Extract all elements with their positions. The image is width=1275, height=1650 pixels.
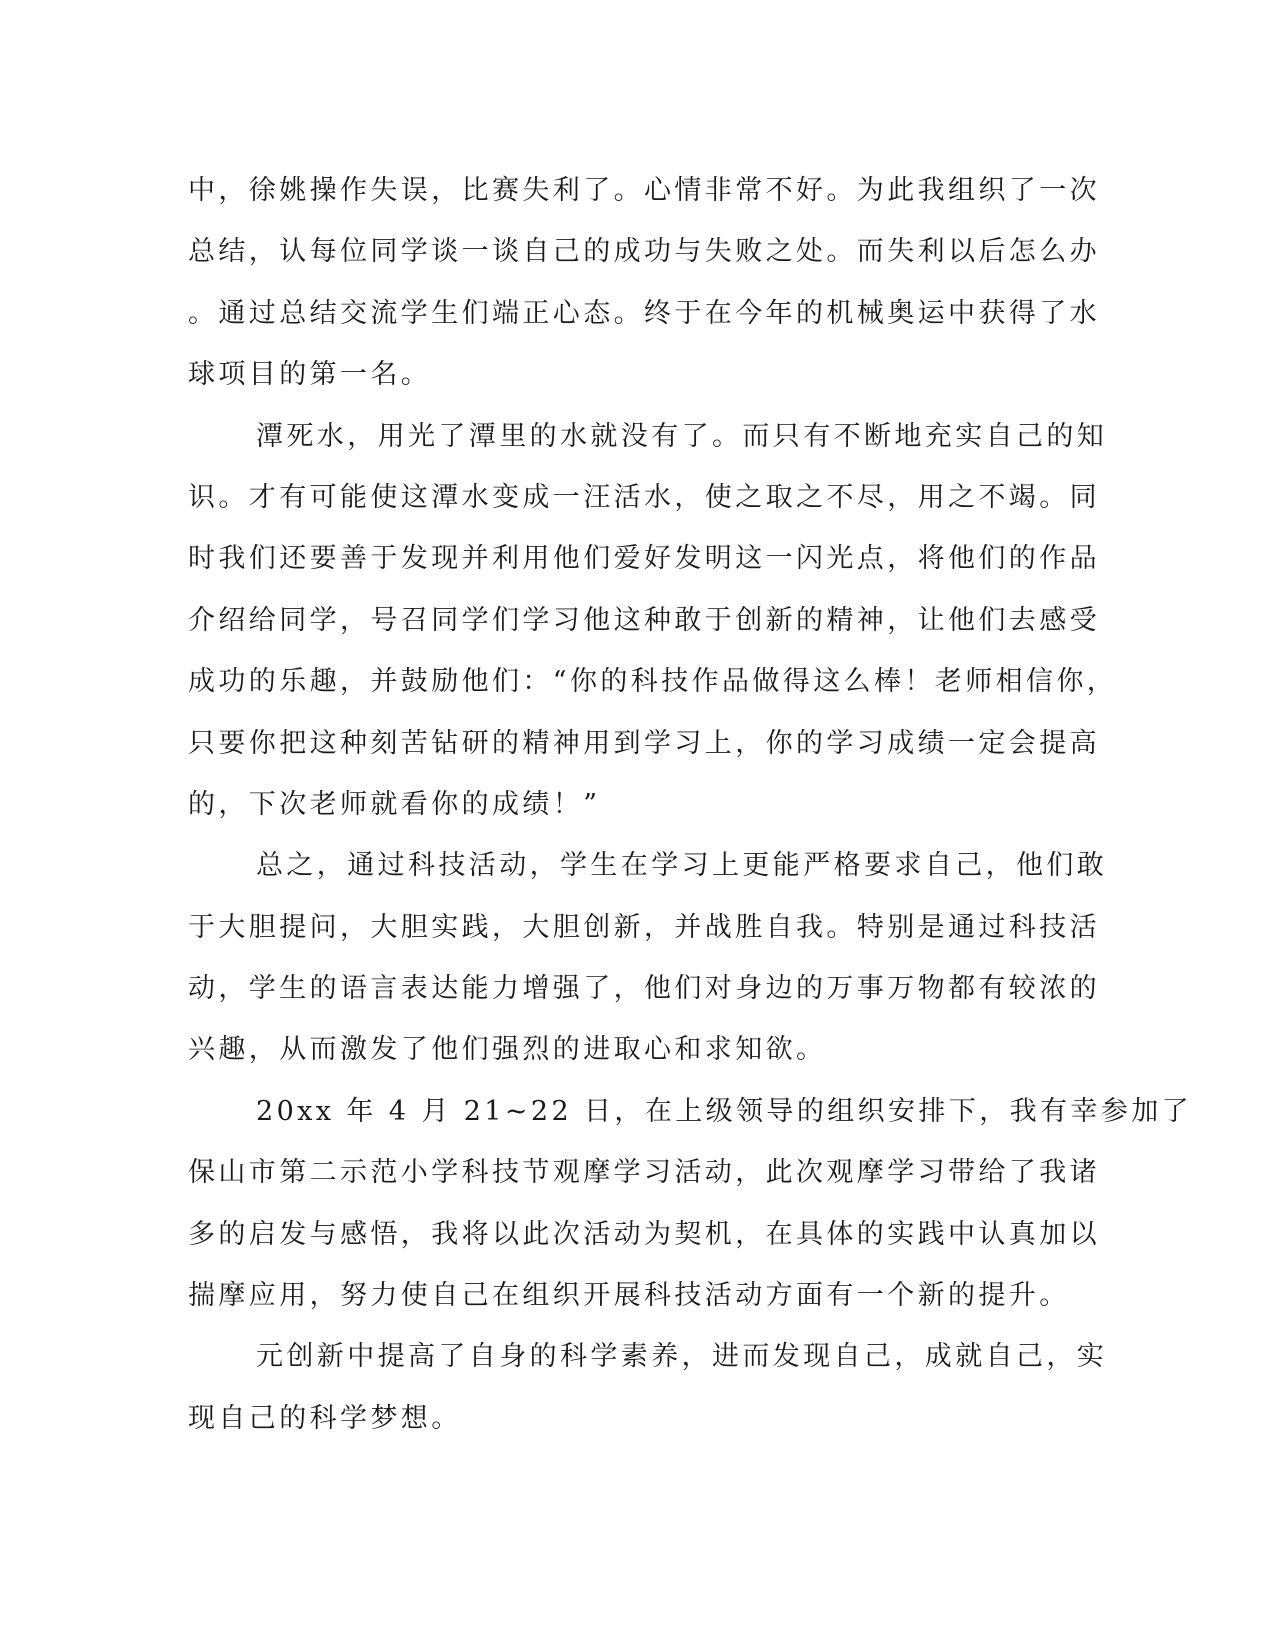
text-line: 只要你把这种刻苦钻研的精神用到学习上，你的学习成绩一定会提高 — [188, 727, 1100, 759]
text-line: 时我们还要善于发现并利用他们爱好发明这一闪光点，将他们的作品 — [188, 543, 1100, 575]
paragraph-2 — [188, 406, 1118, 836]
paragraph-3 — [188, 835, 1108, 1081]
paragraph-5 — [188, 1326, 1108, 1449]
paragraph-1 — [188, 160, 1100, 406]
text-line: 潭死水，用光了潭里的水就没有了。而只有不断地充实自己的知 — [256, 420, 1108, 452]
text-line: 中，徐姚操作失误，比赛失利了。心情非常不好。为此我组织了一次 — [188, 175, 1100, 206]
text-line: 动，学生的语言表达能力增强了，他们对身边的万事万物都有较浓的 — [188, 973, 1100, 1005]
text-line: 于大胆提问，大胆实践，大胆创新，并战胜自我。特别是通过科技活 — [188, 911, 1100, 943]
text-line: 揣摩应用，努力使自己在组织开展科技活动方面有一个新的提升。 — [188, 1280, 1070, 1312]
text-line: 的，下次老师就看你的成绩！” — [188, 788, 601, 820]
text-line: 兴趣，从而激发了他们强烈的进取心和求知欲。 — [188, 1034, 827, 1066]
text-line: 元创新中提高了自身的科学素养，进而发现自己，成就自己，实 — [256, 1341, 1108, 1373]
text-line: 多的启发与感悟，我将以此次活动为契机，在具体的实践中认真加以 — [188, 1218, 1100, 1250]
document-body — [188, 160, 1193, 1449]
text-line: 现自己的科学梦想。 — [188, 1402, 462, 1434]
text-line: 20xx 年 4 月 21~22 日，在上级领导的组织安排下，我有幸参加了 — [256, 1095, 1193, 1127]
text-line: 介绍给同学，号召同学们学习他这种敢于创新的精神，让他们去感受 — [188, 604, 1100, 636]
text-line: 识。才有可能使这潭水变成一汪活水，使之取之不尽，用之不竭。同 — [188, 481, 1100, 513]
text-line: 。通过总结交流学生们端正心态。终于在今年的机械奥运中获得了水 — [188, 297, 1100, 329]
text-line: 保山市第二示范小学科技节观摩学习活动，此次观摩学习带给了我诸 — [188, 1157, 1100, 1189]
text-line: 球项目的第一名。 — [188, 359, 432, 391]
paragraph-4 — [188, 1081, 1193, 1327]
text-line: 总结，认每位同学谈一谈自己的成功与失败之处。而失利以后怎么办 — [188, 236, 1100, 268]
text-line: 总之，通过科技活动，学生在学习上更能严格要求自己，他们敢 — [256, 850, 1108, 882]
text-line: 成功的乐趣，并鼓励他们：“你的科技作品做得这么棒！老师相信你， — [188, 666, 1118, 698]
